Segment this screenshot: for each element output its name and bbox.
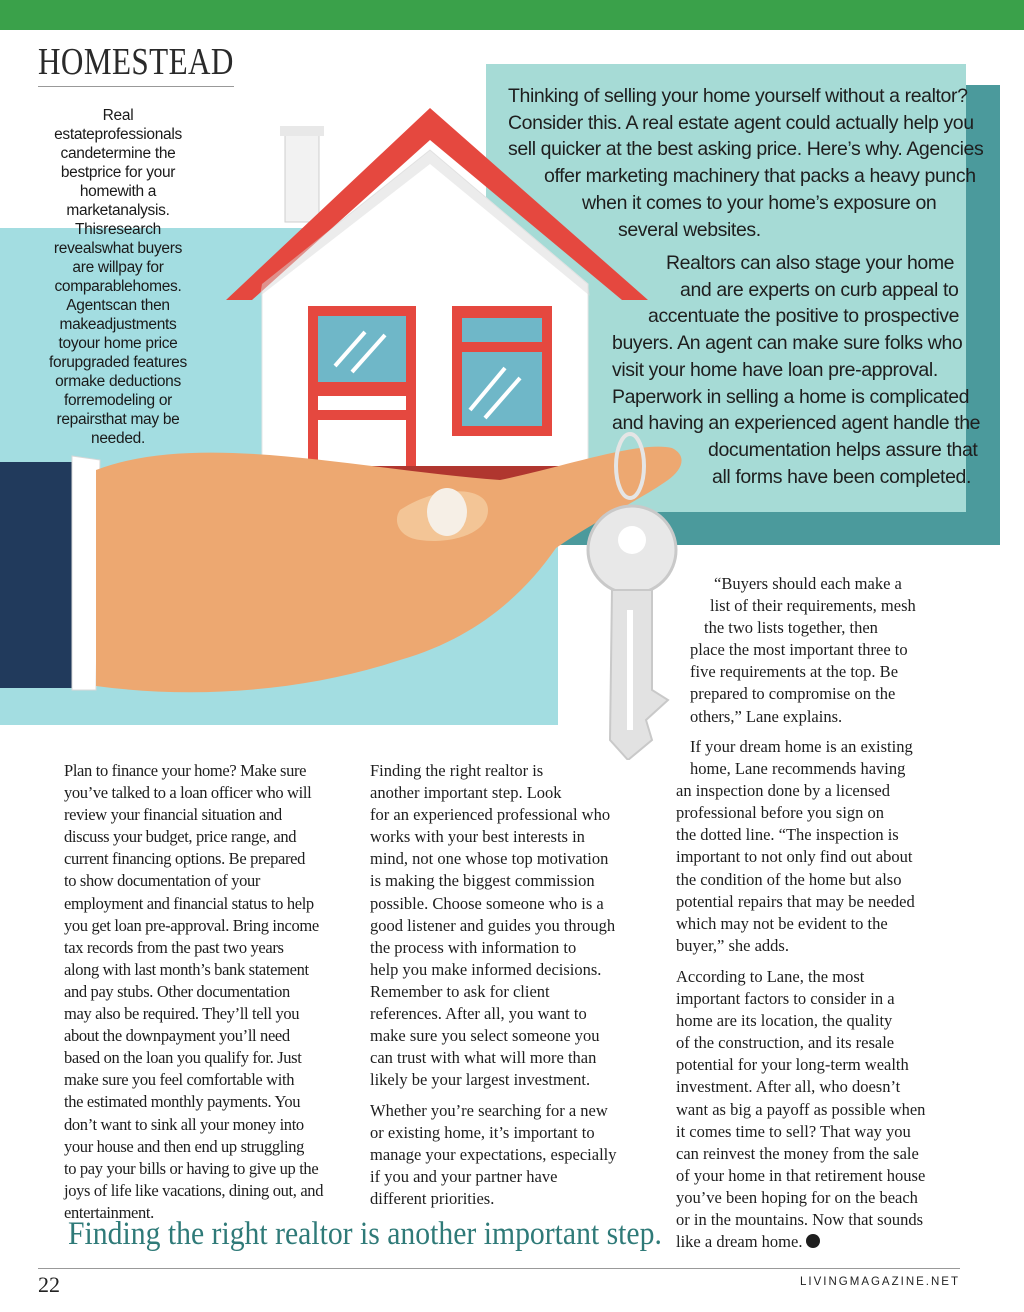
text-line: is making the biggest commission — [370, 871, 595, 891]
text-line: the condition of the home but also — [676, 869, 902, 889]
text-line: likely be your largest investment. — [370, 1070, 591, 1090]
text-line: adjustments to — [58, 316, 177, 352]
text-line: make sure you feel comfortable with — [64, 1070, 295, 1090]
text-line: your home price for — [49, 335, 178, 371]
text-line: buyers. An agent can make sure folks who — [612, 332, 963, 355]
text-line: different priorities. — [370, 1189, 495, 1209]
text-line: works with your best interests in — [370, 827, 585, 847]
end-mark-icon — [806, 1234, 820, 1248]
page-number: 22 — [38, 1272, 60, 1297]
column-2-paragraph-2 — [370, 1100, 617, 1210]
text-line: homes. Agents — [66, 278, 182, 314]
text-line: that may be needed. — [91, 411, 180, 447]
text-line: accentuate the positive to prospective — [648, 305, 960, 328]
text-line: discuss your budget, price range, and — [64, 827, 297, 847]
text-line: others,” Lane explains. — [690, 706, 843, 726]
text-line: and having an experienced agent handle the — [612, 412, 981, 435]
text-line: professional before you sign on — [676, 803, 885, 823]
text-line: analysis. This — [75, 202, 170, 238]
text-line: sell quicker at the best asking price. Here’s why. Agencies — [508, 138, 984, 161]
house-chimney — [285, 130, 319, 222]
text-line: references. After all, you want to — [370, 1004, 587, 1024]
text-line: the dotted line. “The inspection is — [676, 825, 899, 845]
top-color-bar — [0, 0, 1024, 30]
text-line: based on the loan you qualify for. Just — [64, 1048, 302, 1068]
text-line: may also be required. They’ll tell you — [64, 1004, 300, 1024]
text-line: to show documentation of your — [64, 871, 261, 891]
text-line: an inspection done by a licensed — [676, 781, 890, 801]
text-line: don’t want to sink all your money into — [64, 1114, 304, 1134]
text-line: current financing options. Be prepared — [64, 849, 305, 869]
text-line: prepared to compromise on the — [690, 684, 896, 704]
section-title: HOMESTEAD — [38, 40, 234, 87]
text-line: research reveals — [53, 221, 161, 257]
text-line: Thinking of selling your home yourself without a realtor? — [508, 85, 968, 107]
text-line: documentation helps assure that — [708, 438, 978, 461]
text-line: price for your home — [79, 164, 176, 200]
text-line: visit your home have loan pre-approval. — [612, 358, 938, 381]
column-3-paragraph-2 — [676, 736, 915, 957]
text-line: Whether you’re searching for a new — [370, 1101, 608, 1120]
text-line: another important step. Look — [370, 783, 562, 803]
text-line: Plan to finance your home? Make sure — [64, 761, 307, 780]
text-line: important to not only find out about — [676, 847, 913, 867]
text-line: possible. Choose someone who is a — [370, 893, 604, 913]
text-line: If your dream home is an existing — [690, 737, 913, 756]
text-line: or existing home, it’s important to — [370, 1123, 595, 1143]
text-line: if you and your partner have — [370, 1167, 558, 1187]
text-line: of your home in that retirement house — [676, 1165, 926, 1185]
text-line: to pay your bills or having to give up the — [64, 1158, 319, 1178]
text-line: you’ve been hoping for on the beach — [676, 1187, 918, 1207]
text-line: can trust with what will more than — [370, 1048, 597, 1068]
text-line: home are its location, the quality — [676, 1011, 893, 1031]
column-3-paragraph-1 — [690, 573, 916, 728]
text-line: which may not be evident to the — [676, 913, 888, 933]
house-window-right — [452, 306, 552, 436]
callout-paragraph-2 — [612, 250, 980, 490]
text-line: and are experts on curb appeal to — [680, 278, 959, 301]
text-line: Real estate — [54, 107, 134, 143]
suit-sleeve — [0, 462, 72, 688]
text-line: you’ve talked to a loan officer who will — [64, 783, 312, 803]
text-line: of the construction, and its resale — [676, 1033, 895, 1053]
text-line: potential repairs that may be needed — [676, 891, 915, 911]
text-line: your house and then end up struggling — [64, 1136, 305, 1156]
text-line: According to Lane, the most — [676, 967, 865, 986]
text-line: pay for comparable — [54, 259, 164, 295]
text-line: all forms have been completed. — [712, 465, 971, 488]
text-line: along with last month’s bank statement — [64, 959, 309, 979]
text-line: entertainment. — [64, 1202, 154, 1222]
text-line: manage your expectations, especially — [370, 1145, 617, 1165]
text-line: for an experienced professional who — [370, 805, 611, 825]
text-line: and pay stubs. Other documentation — [64, 981, 290, 1001]
text-line: it comes time to sell? That way you — [676, 1121, 911, 1141]
hand-icon — [0, 447, 682, 693]
text-line: upgraded features or — [55, 354, 187, 390]
text-line: joys of life like vacations, dining out, and — [64, 1180, 324, 1200]
text-line: tax records from the past two years — [64, 937, 284, 957]
column-1 — [64, 760, 323, 1224]
column-2-paragraph-1 — [370, 760, 615, 1091]
text-line: employment and financial status to help — [64, 893, 314, 913]
text-line: mind, not one whose top motivation — [370, 849, 609, 869]
sidebar-callout — [48, 106, 188, 448]
text-line: Consider this. A real estate agent could actually help you — [508, 111, 974, 134]
text-line: Finding the right realtor is — [370, 761, 544, 780]
text-line: investment. After all, who doesn’t — [676, 1077, 901, 1097]
text-line: the process with information to — [370, 937, 577, 957]
text-line: Paperwork in selling a home is complicated — [612, 385, 970, 408]
text-line: home, Lane recommends having — [690, 759, 906, 779]
text-line: Realtors can also stage your home — [666, 252, 955, 274]
text-line: buyer,” she adds. — [676, 935, 789, 955]
text-line: can reinvest the money from the sale — [676, 1143, 919, 1163]
text-line: Remember to ask for client — [370, 981, 550, 1001]
text-line: good listener and guides you through — [370, 915, 616, 935]
text-line: can then make — [59, 297, 170, 333]
text-line: potential for your long-term wealth — [676, 1055, 909, 1075]
text-line: determine the best — [60, 145, 176, 181]
text-line: five requirements at the top. Be — [690, 662, 899, 682]
text-line: make sure you select someone you — [370, 1026, 600, 1046]
column-3-paragraph-3 — [676, 966, 925, 1253]
text-line: about the downpayment you’ll need — [64, 1026, 290, 1046]
text-line: like a dream home. — [676, 1231, 925, 1253]
pull-quote: Finding the right realtor is another important step. — [68, 1216, 662, 1252]
text-line: offer marketing machinery that packs a heavy punch — [544, 165, 976, 188]
text-line: help you make informed decisions. — [370, 959, 602, 979]
text-line: want as big a payoff as possible when — [676, 1099, 926, 1119]
house-window-left — [308, 306, 416, 470]
site-url[interactable]: LIVINGMAGAZINE.NET — [800, 1276, 960, 1288]
text-line: important factors to consider in a — [676, 989, 895, 1009]
text-line: the two lists together, then — [704, 618, 878, 638]
text-line: professionals can — [60, 126, 182, 162]
text-line: remodeling or repairs — [56, 392, 173, 428]
text-line: when it comes to your home’s exposure on — [582, 191, 937, 214]
text-line: place the most important three to — [690, 640, 908, 660]
text-line: list of their requirements, mesh — [710, 596, 916, 616]
footer-rule — [38, 1268, 960, 1269]
callout-paragraph-1 — [508, 83, 983, 243]
text-line: you get loan pre-approval. Bring income — [64, 915, 319, 935]
text-line: or in the mountains. Now that sounds — [676, 1210, 924, 1230]
text-line: review your financial situation and — [64, 805, 282, 825]
text-line: make deductions for — [63, 373, 181, 409]
text-line: with a market — [66, 183, 157, 219]
text-line: what buyers are will — [72, 240, 183, 276]
text-line: the estimated monthly payments. You — [64, 1092, 301, 1112]
text-line: “Buyers should each make a — [714, 574, 902, 593]
text-line: several websites. — [618, 218, 761, 241]
